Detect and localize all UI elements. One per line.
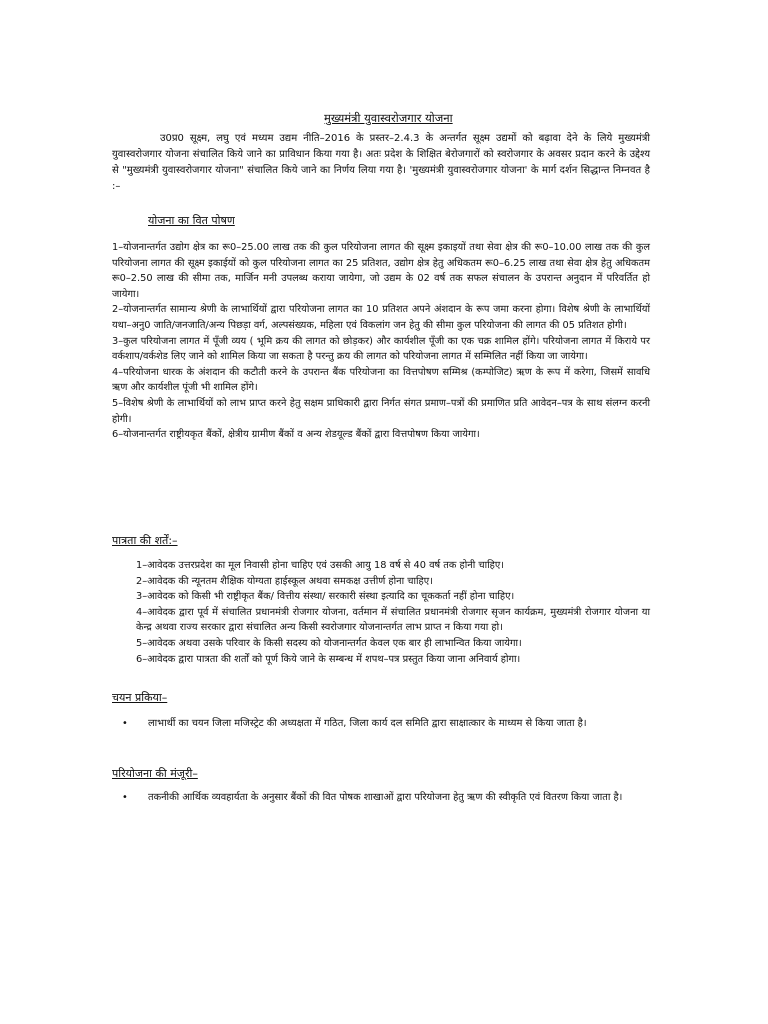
selection-item: • लाभार्थी का चयन जिला मजिस्ट्रेट की अध्यक्षता में गठित, जिला कार्य दल समिति द्वारा साक्षात्कार के माध्यम से किया जाता है। [148, 716, 650, 732]
finance-heading: योजना का वित पोषण [148, 214, 235, 227]
finance-item: 4–परियोजना धारक के अंशदान की कटौती करने के उपरान्त बैंक परियोजना का वित्तपोषण सम्मिश्र (कम्पोजिट) ऋण के रूप में करेगा, जिसमें सावधि ऋण और कार्यशील पूंजी भी शामिल होंगे। [112, 366, 650, 394]
eligibility-item: 6–आवेदक द्वारा पात्रता की शर्तों को पूर्ण किये जाने के सम्बन्ध में शपथ–पत्र प्रस्तुत किया जाना अनिवार्य होगा। [136, 653, 521, 665]
finance-item: 1–योजनान्तर्गत उद्योग क्षेत्र का रू0–25.00 लाख तक की कुल परियोजना लागत की सूक्ष्म इकाइयों तथा सेवा क्षेत्र की रू0–10.00 लाख तक की कुल परियोजना लागत की सूक्ष्म इकाईयों को कुल परियोजना लागत का 25 प्रतिशत, उद्योग क्षेत्र हेतु अधिकतम रू0–6.25 लाख तथा सेवा क्षेत्र हेतु अधिकतम रू0–2.50 लाख की सीमा तक, मार्जिन मनी उपलब्ध कराया जायेगा, जो उद्यम के 02 वर्ष तक सफल संचालन के उपरान्त अनुदान में परिवर्तित हो जायेगा। [112, 242, 650, 300]
approval-heading: परियोजना की मंजूरी– [112, 767, 198, 780]
eligibility-item: 4–आवेदक द्वारा पूर्व में संचालित प्रधानमंत्री रोजगार योजना, वर्तमान में संचालित प्रधानमंत्री रोजगार सृजन कार्यक्रम, मुख्यमंत्री रोजगार योजना या केन्द्र अथवा राज्य सरकार द्वारा संचालित अन्य किसी स्वरोजगार योजनान्तर्गत लाभ प्राप्त न किया गया हो। [136, 606, 650, 634]
finance-section [112, 240, 650, 443]
approval-list [148, 790, 650, 806]
finance-item: 6–योजनान्तर्गत राष्ट्रीयकृत बैंकों, क्षेत्रीय ग्रामीण बैंकों व अन्य शेडयूल्ड बैंकों द्वारा वित्तपोषण किया जायेगा। [112, 429, 480, 441]
eligibility-section [136, 558, 650, 667]
eligibility-item: 2–आवेदक की न्यूनतम शैक्षिक योग्यता हाईस्कूल अथवा समकक्ष उत्तीर्ण होना चाहिए। [136, 575, 433, 587]
document-title: मुख्यमंत्री युवास्वरोजगार योजना [324, 111, 453, 125]
finance-item: 5–विशेष श्रेणी के लाभार्थियों को लाभ प्राप्त करने हेतु सक्षम प्राधिकारी द्वारा निर्गत संगत प्रमाण–पत्रों की प्रमाणित प्रति आवेदन–पत्र के साथ संलग्न करनी होगी। [112, 397, 650, 425]
intro-paragraph: उ0प्र0 सूक्ष्म, लघु एवं मध्यम उद्यम नीति–2016 के प्रस्तर–2.4.3 के अन्तर्गत सूक्ष्म उद्यमों को बढ़ावा देने के लिये मुख्यमंत्री युवास्वरोजगार योजना संचालित किये जाने का प्राविधान किया गया है। अतः प्रदेश के शिक्षित बेरोजगारों को स्वरोजगार के अवसर प्रदान करने के उद्देश्य से "मुख्यमंत्री युवास्वरोजगार योजना" संचालित किये जाने का निर्णय लिया गया है। 'मुख्यमंत्री युवास्वरोजगार योजना' के मार्ग दर्शन सिद्धान्त निम्नवत है :– [112, 133, 650, 192]
finance-item: 3–कुल परियोजना लागत में पूँजी व्यय ( भूमि क्रय की लागत को छोड़कर) और कार्यशील पूँजी का एक चक्र शामिल होंगे। परियोजना लागत में किराये पर वर्कशाप/वर्कशेड लिए जाने को शामिल किया जा सकता है परन्तु क्रय की लागत को परियोजना लागत में सम्मिलित नहीं किया जा जायेगा। [112, 335, 650, 363]
selection-list [148, 716, 650, 732]
eligibility-item: 3–आवेदक को किसी भी राष्ट्रीकृत बैंक/ वित्तीय संस्था/ सरकारी संस्था इत्यादि का चूककर्ता नहीं होना चाहिए। [136, 591, 515, 603]
eligibility-heading: पात्रता की शर्तें:– [112, 534, 178, 547]
selection-heading: चयन प्रकिया– [112, 691, 168, 704]
approval-item: • तकनीकी आर्थिक व्यवहार्यता के अनुसार बैंकों की वित पोषक शाखाओं द्वारा परियोजना हेतु ऋण की स्वीकृति एवं वितरण किया जाता है। [148, 790, 650, 806]
eligibility-item: 1–आवेदक उत्तरप्रदेश का मूल निवासी होना चाहिए एवं उसकी आयु 18 वर्ष से 40 वर्ष तक होनी चाहिए। [136, 560, 504, 571]
finance-item: 2–योजनान्तर्गत सामान्य श्रेणी के लाभार्थियों द्वारा परियोजना लागत का 10 प्रतिशत अपने अंशदान के रूप जमा करना होगा। विशेष श्रेणी के लाभार्थियों यथा–अनु0 जाति/जनजाति/अन्य पिछड़ा वर्ग, अल्पसंख्यक, महिला एवं विकलांग जन हेतु की सीमा कुल परियोजना की लागत की 05 प्रतिशत होगी। [112, 304, 650, 331]
eligibility-item: 5–आवेदक अथवा उसके परिवार के किसी सदस्य को योजनान्तर्गत केवल एक बार ही लाभान्वित किया जायेगा। [136, 637, 522, 649]
